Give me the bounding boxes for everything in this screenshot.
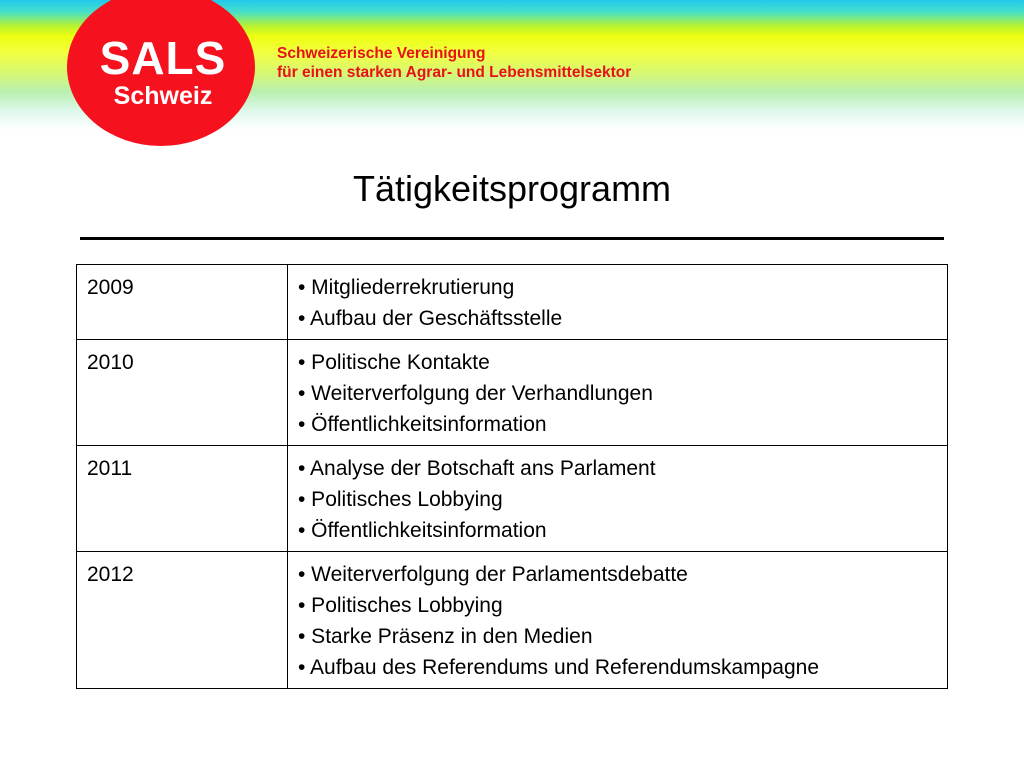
list-item: • Mitgliederrekrutierung	[298, 276, 515, 299]
activity-program-table	[76, 264, 948, 689]
activities-cell	[288, 552, 948, 689]
list-item: • Aufbau des Referendums und Referendumskampagne	[298, 656, 820, 679]
list-item: • Politisches Lobbying	[298, 594, 503, 617]
list-item: • Politische Kontakte	[298, 351, 490, 374]
list-item: • Analyse der Botschaft ans Parlament	[298, 457, 656, 480]
logo-sals-text: SALS	[99, 32, 227, 84]
table-row	[77, 446, 948, 552]
table-row	[77, 265, 948, 340]
year-cell: 2010	[77, 340, 288, 446]
list-item: • Öffentlichkeitsinformation	[298, 413, 547, 436]
list-item: • Politisches Lobbying	[298, 488, 503, 511]
year-cell: 2009	[77, 265, 288, 340]
list-item: • Öffentlichkeitsinformation	[298, 519, 547, 542]
list-item: • Weiterverfolgung der Verhandlungen	[298, 382, 653, 405]
table-row	[77, 340, 948, 446]
page-title: Tätigkeitsprogramm	[352, 168, 672, 209]
year-cell: 2012	[77, 552, 288, 689]
activities-cell	[288, 265, 948, 340]
year-cell: 2011	[77, 446, 288, 552]
activities-cell	[288, 340, 948, 446]
activities-cell	[288, 446, 948, 552]
list-item: • Weiterverfolgung der Parlamentsdebatte	[298, 563, 688, 586]
organization-name-line2: für einen starken Agrar- und Lebensmittelsektor	[277, 64, 632, 81]
list-item: • Starke Präsenz in den Medien	[298, 625, 593, 648]
organization-name-line1: Schweizerische Vereinigung	[277, 45, 486, 62]
logo-schweiz-text: Schweiz	[113, 82, 213, 110]
table-row	[77, 552, 948, 689]
list-item: • Aufbau der Geschäftsstelle	[298, 307, 563, 330]
title-divider	[80, 237, 944, 240]
